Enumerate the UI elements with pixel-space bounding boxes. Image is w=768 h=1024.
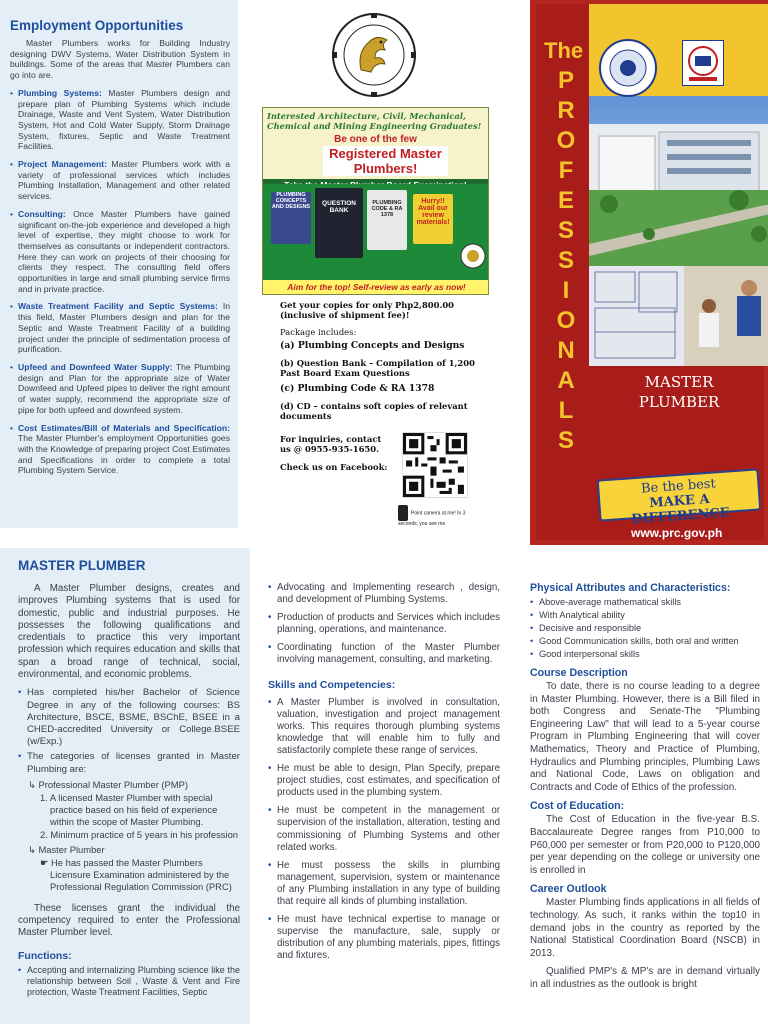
package-title: Package includes: (280, 326, 357, 337)
package-item: (c) Plumbing Code & RA 1378 (280, 383, 435, 395)
attribute-item: • With Analytical ability (530, 609, 760, 622)
employment-intro: Master Plumbers works for Building Industry designing DWV Systems, Water Distribution System in buildings. Some of the areas that Master Plumbers can go into are. (10, 38, 230, 81)
package-item: (b) Question Bank – Compilation of 1,200 Past Board Exam Questions (280, 357, 475, 379)
attribute-item: • Above-average mathematical skills (530, 596, 760, 609)
skill-item: • He must have technical expertise to manage or supervise the manufacture, sale, supply or distribution of any plumbing materials, pipes, fittings and fixtures. (268, 914, 500, 962)
function-item: • Advocating and Implementing research , design, and development of Plumbing Systems. (268, 582, 500, 606)
ad-subheadline: Be one of the few (334, 134, 417, 145)
facebook-text: Check us on Facebook: (280, 462, 388, 473)
course-title: Course Description (530, 667, 628, 679)
blueprint-illustration (589, 266, 768, 366)
book-cover: QUESTION BANK (315, 188, 363, 258)
logo-icon (683, 41, 723, 85)
attributes-panel (520, 548, 768, 1024)
functions-title: Functions: (18, 949, 72, 962)
career-title: Career Outlook (530, 883, 607, 896)
attribute-item: • Good interpersonal skills (530, 648, 760, 661)
qr-note: Point camera at me! In 3 seconds, you see me (398, 505, 478, 527)
phone-icon (398, 505, 408, 521)
order-panel (257, 0, 495, 528)
contact-text: For inquiries, contact us @ 0955-935-1650. (280, 433, 382, 455)
ad-footer: Aim for the top! Self-review as early as now! (263, 280, 489, 294)
cover-the: The (544, 38, 584, 63)
cover-background (536, 4, 764, 540)
attributes-title: Physical Attributes and Characteristics: (530, 582, 731, 594)
price-text: Get your copies for only Php2,800.00 (inclusive of shipment fee)! (280, 300, 455, 321)
ad-headline: Interested Architecture, Civil, Mechanical, Chemical and Mining Engineering Graduates! (267, 111, 482, 131)
skill-item: • A Master Plumber is involved in consultation, valuation, investigation and project management works. This requires thorough plumbing systems knowledge that will enable him to fully and satisfactorily complete these range of services. (268, 697, 500, 757)
qualification-item: • Has completed his/her Bachelor of Science Degree in any of the following courses: BS Architecture, BSCE, BSME, BSChE, BSEE in a CHED-accredited University or College.BSEE (w/Exp.) (18, 687, 240, 748)
master-plumber-title: MASTER PLUMBER (18, 558, 146, 573)
cover-vertical-word: P R O F E S S I O N A L S (556, 67, 576, 454)
course-text: To date, there is no course leading to a degree in Master Plumbing. However, there is a Bill filed in both Congress and Senate-The "Plumbing Engineering Law" that will lead to a 5-year course Program in Plumbing Engineering that will cover Mathematics, Theory and Practice of Plumbing, Hydraulics and Plumbing principles, Plumbing Laws and National Code, Laws on obligation and Contracts and Code of Ethics of the profession. (530, 681, 760, 793)
employment-item: • Cost Estimates/Bill of Materials and Specification: The Master Plumber's employment Opportunities goes with the Knowledge of preparing project Cost Estimates and Specifications in order to complete a total Plumbing System Service. (10, 423, 230, 477)
cost-text: The Cost of Education in the five-year B.S. Baccalaureate Degree ranges from P10,000 to P60,000 per semester or from P20,000 to P120,000 per year depending on the college or university one is enrolled in (530, 814, 760, 876)
small-seal-icon (459, 242, 487, 270)
skill-item: • He must be competent in the management or supervision of the installation, alteration, testing and commissioning of Plumbing Systems and other related works. (268, 805, 500, 853)
master-plumber-panel (0, 548, 250, 1024)
prc-seal-icon (598, 38, 658, 98)
license-mp: ↳ Master Plumber (28, 843, 105, 855)
master-plumber-intro: A Master Plumber designs, creates and improves Plumbing systems that is used for domestic, public and industrial purposes. He possesses the following qualifications and credentials to practice this very important profession which requires education and skills that span a broad range of technical, social, environmental, and economic problems. (18, 583, 240, 681)
function-item: • Coordinating function of the Master Plumber involving management, consulting, and marketing. (268, 642, 500, 666)
book-cover: PLUMBING CONCEPTS AND DESIGNS (271, 192, 311, 244)
slogan-badge: Be the best MAKE A DIFFERENCE (597, 468, 762, 521)
cover-title: MASTER PLUMBER (638, 373, 720, 411)
skill-item: • He must be able to design, Plan Specify, prepare project studies, cost estimates, and specification of products used in the plumbing system. (268, 763, 500, 799)
package-item: (a) Plumbing Concepts and Designs (280, 340, 465, 352)
career-text: Master Plumbing finds applications in all fields of technology. As such, it ranks within the top10 in demand jobs in the country as reported by the National Statistical Coordination Board (NSCB) in 2013. (530, 897, 760, 959)
ad-registered-text: Registered Master Plumbers! (323, 146, 448, 176)
employment-item: • Project Management: Master Plumbers work with a variety of professional services which includes Plumbing Installation, Management and other related services. (10, 159, 230, 202)
skills-panel (260, 548, 510, 1024)
licenses-text: These licenses grant the individual the competency required to enter the Professional Master Plumber level. (18, 902, 240, 939)
employment-item: • Plumbing Systems: Master Plumbers design and prepare plan of Plumbing Systems which include Drainage, Waste and Vent System, Water Distribution System, Hot and Cold Water Supply, Storm Drainage System, fixtures, Septic and Waste Treatment Facilities. (10, 88, 230, 152)
prc-url[interactable]: www.prc.gov.ph (631, 526, 723, 540)
cost-title: Cost of Education: (530, 800, 625, 813)
license-pmp: ↳ Professional Master Plumber (PMP) (28, 778, 188, 790)
review-materials-ad (262, 107, 489, 295)
qualified-text: Qualified PMP's & MP's are in demand virtually in all industries as the outlook is bright (530, 966, 760, 990)
function-item: • Production of products and Services which includes planning, operations, and maintenance. (268, 612, 500, 636)
institution-logo (682, 40, 724, 86)
attribute-item: • Decisive and responsible (530, 622, 760, 635)
skill-item: • He must possess the skills in plumbing management, supervision, system or maintenance of any Plumbing installation in any type of building that require all kinds of plumbing installation. (268, 860, 500, 908)
function-item: • Accepting and internalizing Plumbing science like the relationship between Soil , Waste & Vent and Fire protection, Waste Treatment Facilities, Septic (18, 965, 240, 998)
ad-books-image (263, 184, 489, 280)
skills-title: Skills and Competencies: (268, 678, 396, 691)
company-seal-icon (331, 12, 417, 98)
employment-title: Employment Opportunities (10, 18, 184, 33)
qualification-item: • The categories of licenses granted in Master Plumbing are: (18, 751, 240, 775)
license-mp-detail: ☛ He has passed the Master Plumbers Licensure Examination administered by the Professional Regulation Commission (PRC) (40, 856, 232, 892)
cover-panel (530, 0, 768, 545)
license-pmp-detail: 2. Minimum practice of 5 years in his profession (40, 828, 238, 840)
employment-item: • Upfeed and Downfeed Water Supply: The Plumbing design and Plan for the appropriate size of Water Downfeed and Upfeed pipes to deliver the right amount of water supply, recommend the appropriate size of pipe for both upfeed and downfeed system. (10, 362, 230, 416)
employment-item: • Waste Treatment Facility and Septic Systems: In this field, Master Plumbers design and plan for the Septic and Waste Treatment Facility of a building project under the principle of sedimentation process of purification. (10, 301, 230, 355)
promo-tag: Hurry!! Avail our review materials! (413, 194, 453, 244)
license-pmp-detail: 1. A licensed Master Plumber with special practice based on his field of experience within the scope of Master Plumbing. (40, 791, 218, 827)
employment-panel (0, 0, 238, 528)
package-item: (d) CD – contains soft copies of relevant documents (280, 400, 468, 422)
book-cover: PLUMBING CODE & RA 1378 (367, 190, 407, 250)
people-photo (589, 266, 768, 366)
employment-item: • Consulting: Once Master Plumbers have gained significant on-the-job experience and developed a high level of expertise, they might choose to work for themselves as consultants or independent contractors. Here they can work on projects of their choosing for clients they respect. The consulting field offers opportunities in large and small plumbing service firms and in private practice. (10, 209, 230, 295)
qr-code[interactable] (402, 432, 468, 498)
attribute-item: • Good Communication skills, both oral and written (530, 635, 760, 648)
